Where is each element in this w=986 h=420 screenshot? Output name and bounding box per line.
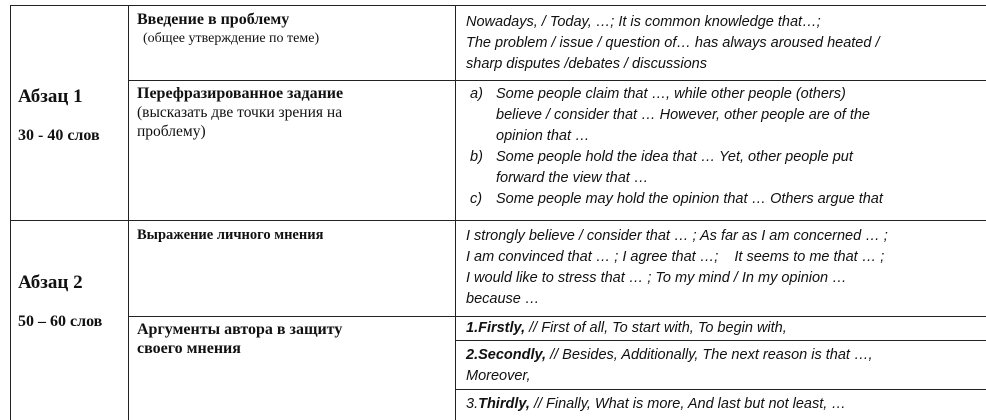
row-divider-arg-2 bbox=[455, 389, 986, 390]
argument-text: // Besides, Additionally, The next reason is that …, bbox=[550, 347, 873, 363]
argument-line bbox=[466, 345, 981, 366]
border-top bbox=[10, 5, 986, 6]
intro-title-cell bbox=[137, 10, 452, 48]
item-marker: c) bbox=[470, 191, 483, 207]
argument-text: // First of all, To start with, To begin with, bbox=[529, 320, 787, 336]
argument-label: Thirdly, bbox=[478, 396, 530, 412]
paragraph-2-title: Абзац 2 bbox=[18, 272, 83, 293]
row-divider-opinion bbox=[128, 316, 986, 317]
argument-label: 1.Firstly, bbox=[466, 320, 526, 336]
arguments-title-cell bbox=[137, 320, 452, 358]
opinion-example-line: I am convinced that … ; I agree that …; It seems to me that … ; bbox=[466, 249, 885, 265]
paragraph-1-word-count: 30 - 40 слов bbox=[18, 127, 100, 144]
item-marker: a) bbox=[470, 86, 483, 102]
opinion-example-line: I would like to stress that … ; To my mind / In my opinion … bbox=[466, 270, 847, 286]
paraphrase-subtitle-line: проблему) bbox=[137, 123, 206, 140]
item-line: forward the view that … bbox=[496, 170, 649, 186]
item-line: Some people may hold the opinion that … Others argue that bbox=[496, 191, 883, 207]
paraphrase-item-b bbox=[466, 147, 981, 189]
argument-row-3 bbox=[466, 394, 981, 415]
row-divider-paragraphs bbox=[10, 220, 986, 221]
opinion-example-line: because … bbox=[466, 291, 540, 307]
row-divider-arg-1 bbox=[455, 340, 986, 341]
opinion-title-cell bbox=[137, 226, 452, 245]
item-line: opinion that … bbox=[496, 128, 590, 144]
row-divider-intro bbox=[128, 80, 986, 81]
arguments-title-line: своего мнения bbox=[137, 340, 241, 357]
argument-label: 2.Secondly, bbox=[466, 347, 547, 363]
argument-row-1 bbox=[466, 318, 981, 339]
argument-label-prefix: 3. bbox=[466, 396, 479, 412]
paraphrase-title: Перефразированное задание bbox=[137, 85, 344, 102]
intro-example-line: The problem / issue / question of… has always aroused heated / bbox=[466, 35, 880, 51]
intro-example-line: Nowadays, / Today, …; It is common knowledge that…; bbox=[466, 14, 821, 30]
item-marker: b) bbox=[470, 149, 483, 165]
col-divider-2 bbox=[455, 5, 456, 420]
paraphrase-title-cell bbox=[137, 84, 452, 141]
argument-row-2 bbox=[466, 345, 981, 387]
paragraph-1-title: Абзац 1 bbox=[18, 86, 83, 107]
argument-text: // Finally, What is more, And last but not least, … bbox=[533, 396, 846, 412]
paragraph-2-word-count: 50 – 60 слов bbox=[18, 313, 103, 330]
intro-example-line: sharp disputes /debates / discussions bbox=[466, 56, 707, 72]
opinion-examples bbox=[466, 226, 981, 310]
paragraph-2-label-cell bbox=[18, 272, 126, 332]
item-line: believe / consider that … However, other people are of the bbox=[496, 107, 870, 123]
arguments-title-line: Аргументы автора в защиту bbox=[137, 321, 343, 338]
border-left bbox=[10, 5, 11, 420]
intro-title: Введение в проблему bbox=[137, 11, 290, 28]
argument-line bbox=[466, 394, 981, 415]
intro-examples bbox=[466, 12, 981, 75]
col-divider-1 bbox=[128, 5, 129, 420]
paraphrase-examples bbox=[466, 84, 981, 210]
paraphrase-subtitle-line: (высказать две точки зрения на bbox=[137, 104, 343, 121]
argument-line bbox=[466, 318, 981, 339]
opinion-title: Выражение личного мнения bbox=[137, 227, 324, 243]
item-line: Some people claim that …, while other people (others) bbox=[496, 86, 846, 102]
paragraph-1-label-cell bbox=[18, 86, 126, 146]
item-line: Some people hold the idea that … Yet, other people put bbox=[496, 149, 853, 165]
argument-line: Moreover, bbox=[466, 368, 531, 384]
paraphrase-item-a bbox=[466, 84, 981, 147]
intro-subtitle: (общее утверждение по теме) bbox=[143, 31, 320, 46]
paraphrase-item-c bbox=[466, 189, 981, 210]
opinion-example-line: I strongly believe / consider that … ; As far as I am concerned … ; bbox=[466, 228, 888, 244]
